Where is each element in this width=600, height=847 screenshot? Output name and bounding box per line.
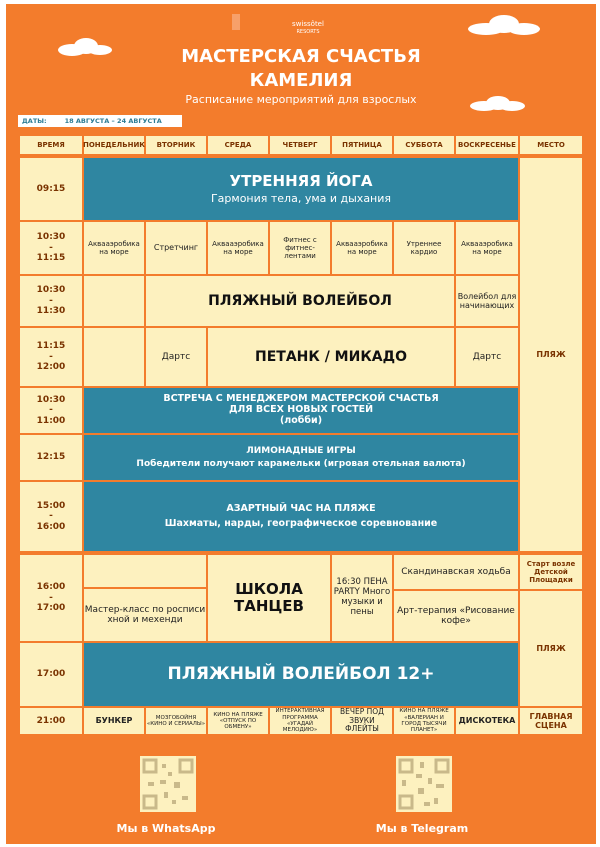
meeting-line3: (лобби) [279, 414, 323, 426]
time-slot: 11:15 - 12:00 [20, 328, 82, 386]
beach-volleyball-12: ПЛЯЖНЫЙ ВОЛЕЙБОЛ 12+ [84, 643, 518, 706]
header-wed: СРЕДА [208, 136, 268, 154]
beach-volleyball: ПЛЯЖНЫЙ ВОЛЕЙБОЛ [146, 276, 454, 326]
subtitle: Расписание мероприятий для взрослых [185, 93, 417, 106]
header-sat: СУББОТА [394, 136, 454, 154]
lemonade-games [84, 435, 518, 480]
yoga-subtitle: Гармония тела, ума и дыхания [210, 191, 392, 205]
qr-pattern-icon [398, 758, 450, 810]
place-beach: ПЛЯЖ [520, 158, 582, 551]
darts-tue: Дартс [146, 328, 206, 386]
place-beach-2: ПЛЯЖ [520, 591, 582, 706]
logo-mark-icon [232, 14, 240, 30]
title-line1: МАСТЕРСКАЯ СЧАСТЬЯ [181, 46, 421, 67]
activity-cell: Аквааэробика на море [332, 222, 392, 274]
place-main-stage: ГЛАВНАЯ СЦЕНА [520, 708, 582, 734]
brand-sub: RESORTS [296, 29, 320, 35]
time-slot: 10:30 - 11:15 [20, 222, 82, 274]
activity-cell: Аквааэробика на море [208, 222, 268, 274]
activity-cell: Аквааэробика на море [84, 222, 144, 274]
time-slot: 09:15 [20, 158, 82, 220]
time-slot: 21:00 [20, 708, 82, 734]
volleyball-beginners: Волейбол для начинающих [456, 276, 518, 326]
header-sun: ВОСКРЕСЕНЬЕ [456, 136, 518, 154]
time-slot: 10:30 - 11:30 [20, 276, 82, 326]
title-line2: КАМЕЛИЯ [249, 70, 353, 91]
schedule-poster [6, 4, 596, 844]
telegram-qr-icon[interactable] [396, 756, 452, 812]
petanque-mikado: ПЕТАНК / МИКАДО [208, 328, 454, 386]
nordic-walking: Скандинавская ходьба [394, 555, 518, 589]
manager-meeting [84, 388, 518, 433]
activity-cell: Утреннее кардио [394, 222, 454, 274]
header-mon: ПОНЕДЕЛЬНИК [84, 136, 144, 154]
evening-event: КИНО НА ПЛЯЖЕ «ОТПУСК ПО ОБМЕНУ» [208, 708, 268, 734]
header-tue: ВТОРНИК [146, 136, 206, 154]
place-kids-start: Старт возле Детской Площадки [520, 555, 582, 589]
cloud-icon [464, 14, 544, 36]
header-time: ВРЕМЯ [20, 136, 82, 154]
henna-workshop: Мастер-класс по росписи хной и мехенди [84, 589, 206, 641]
gambling-title: АЗАРТНЫЙ ЧАС НА ПЛЯЖЕ [226, 502, 376, 514]
hotel-logo [268, 20, 348, 36]
schedule-grid [18, 136, 584, 736]
dance-school: ШКОЛА ТАНЦЕВ [208, 555, 330, 641]
activity-cell: Стретчинг [146, 222, 206, 274]
lemonade-subtitle: Победители получают карамельки (игровая отельная валюта) [136, 459, 466, 469]
evening-event: ДИСКОТЕКА [456, 708, 518, 734]
empty-cell [84, 328, 144, 386]
empty-cell [84, 276, 144, 326]
header-place: МЕСТО [520, 136, 582, 154]
header-thu: ЧЕТВЕРГ [270, 136, 330, 154]
telegram-label[interactable]: Мы в Telegram [375, 822, 469, 835]
gambling-hour [84, 482, 518, 551]
gambling-subtitle: Шахматы, нарды, географическое соревнование [164, 517, 438, 529]
foam-party: 16:30 ПЕНА PARTY Много музыки и пены [332, 555, 392, 641]
evening-event: БУНКЕР [84, 708, 144, 734]
meeting-line1: ВСТРЕЧА С МЕНЕДЖЕРОМ МАСТЕРСКОЙ СЧАСТЬЯ [163, 393, 439, 405]
time-slot: 12:15 [20, 435, 82, 480]
time-slot: 10:30 - 11:00 [20, 388, 82, 433]
evening-event: ВЕЧЕР ПОД ЗВУКИ ФЛЕЙТЫ [332, 708, 392, 734]
dates-value: 18 АВГУСТА – 24 АВГУСТА [64, 117, 162, 125]
brand-name: swissôtel [292, 20, 324, 28]
dates-bar [18, 115, 182, 127]
activity-cell: Фитнес с фитнес-лентами [270, 222, 330, 274]
lemonade-title: ЛИМОНАДНЫЕ ИГРЫ [246, 445, 356, 456]
activity-cell: Аквааэробика на море [456, 222, 518, 274]
whatsapp-qr-icon[interactable] [140, 756, 196, 812]
whatsapp-label[interactable]: Мы в WhatsApp [116, 822, 216, 835]
evening-event: ИНТЕРАКТИВНАЯ ПРОГРАММА «УГАДАЙ МЕЛОДИЮ» [270, 708, 330, 734]
dates-label: ДАТЫ: [22, 117, 47, 125]
yoga-block [84, 158, 518, 220]
evening-event: КИНО НА ПЛЯЖЕ «ВАЛЕРИАН И ГОРОД ТЫСЯЧИ ПЛАНЕТ» [394, 708, 454, 734]
time-slot: 17:00 [20, 643, 82, 706]
time-slot: 15:00 - 16:00 [20, 482, 82, 551]
header-fri: ПЯТНИЦА [332, 136, 392, 154]
art-therapy: Арт-терапия «Рисование кофе» [394, 591, 518, 641]
meeting-line2: ДЛЯ ВСЕХ НОВЫХ ГОСТЕЙ [228, 404, 374, 416]
empty-cell [84, 555, 206, 587]
darts-sun: Дартс [456, 328, 518, 386]
qr-pattern-icon [142, 758, 194, 810]
evening-event: МОЗГОБОЙНЯ «КИНО И СЕРИАЛЫ» [146, 708, 206, 734]
time-slot: 16:00 - 17:00 [20, 555, 82, 641]
yoga-title: УТРЕННЯЯ ЙОГА [229, 171, 373, 190]
